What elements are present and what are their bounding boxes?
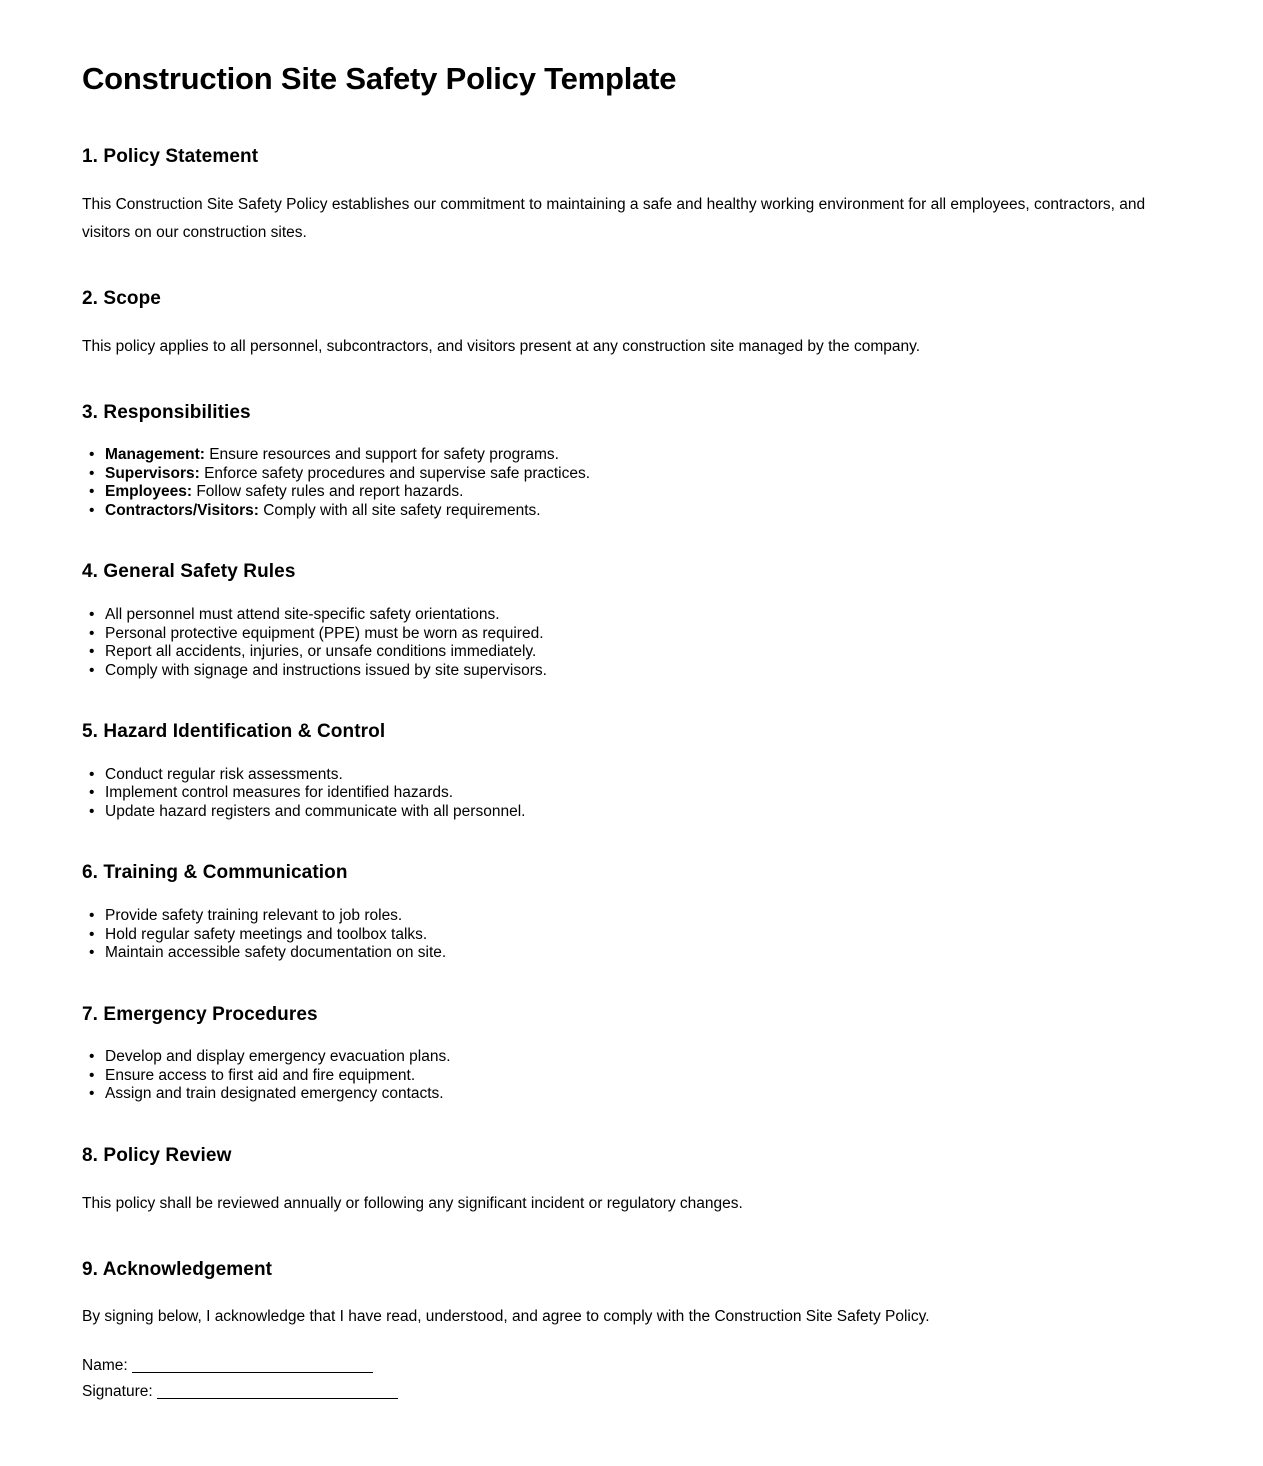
list-item-label: Management: bbox=[105, 446, 205, 464]
section-heading: 9. Acknowledgement bbox=[82, 1258, 273, 1280]
acknowledgement-paragraph: By signing below, I acknowledge that I have read, understood, and agree to comply with the Construction Site Safety Policy. bbox=[82, 1308, 930, 1326]
page-title: Construction Site Safety Policy Template bbox=[82, 61, 677, 96]
section-heading: 8. Policy Review bbox=[82, 1144, 232, 1166]
list-item bbox=[82, 625, 1180, 644]
signature-field-label: Signature: bbox=[82, 1383, 153, 1401]
list-item bbox=[82, 944, 1180, 963]
section-heading: 3. Responsibilities bbox=[82, 401, 251, 423]
section-paragraph: This policy shall be reviewed annually or following any significant incident or regulatory changes. bbox=[82, 1194, 743, 1212]
list-item bbox=[82, 1085, 1180, 1104]
list-item-text: Develop and display emergency evacuation plans. bbox=[105, 1048, 451, 1066]
list-item-text: Ensure resources and support for safety programs. bbox=[204, 446, 559, 464]
name-field-line bbox=[82, 1353, 1180, 1379]
section-paragraph: This policy applies to all personnel, subcontractors, and visitors present at any construction site managed by the company. bbox=[82, 337, 921, 355]
list-item-text: Implement control measures for identified hazards. bbox=[105, 784, 454, 802]
section-emergency-procedures bbox=[82, 1003, 1180, 1104]
section-policy-statement bbox=[82, 145, 1180, 247]
bullet-list bbox=[82, 1048, 1180, 1104]
section-hazard-identification-control bbox=[82, 720, 1180, 821]
section-paragraph: This Construction Site Safety Policy establishes our commitment to maintaining a safe and healthy working environment for all employees, contractors, and visitors on our construction sites. bbox=[82, 195, 1146, 241]
list-item bbox=[82, 907, 1180, 926]
list-item-label: Supervisors: bbox=[105, 464, 200, 482]
list-item-label: Contractors/Visitors: bbox=[105, 501, 259, 519]
list-item bbox=[82, 502, 1180, 521]
list-item bbox=[82, 446, 1180, 465]
section-heading: 5. Hazard Identification & Control bbox=[82, 721, 386, 743]
list-item-text: Comply with all site safety requirements. bbox=[258, 501, 541, 519]
section-heading: 4. General Safety Rules bbox=[82, 561, 296, 583]
section-acknowledgement bbox=[82, 1258, 1180, 1406]
list-item-text: All personnel must attend site-specific safety orientations. bbox=[105, 606, 500, 624]
list-item bbox=[82, 766, 1180, 785]
name-field-label: Name: bbox=[82, 1357, 128, 1375]
list-item-text: Maintain accessible safety documentation on site. bbox=[105, 944, 447, 962]
list-item bbox=[82, 1048, 1180, 1067]
section-heading: 6. Training & Communication bbox=[82, 862, 348, 884]
section-heading: 7. Emergency Procedures bbox=[82, 1003, 318, 1025]
signature-field-rule[interactable] bbox=[157, 1398, 398, 1399]
list-item bbox=[82, 662, 1180, 681]
list-item-text: Report all accidents, injuries, or unsafe conditions immediately. bbox=[105, 643, 537, 661]
list-item-text: Comply with signage and instructions issued by site supervisors. bbox=[105, 661, 547, 679]
section-heading: 2. Scope bbox=[82, 287, 161, 309]
name-field-rule[interactable] bbox=[132, 1372, 373, 1373]
list-item-text: Update hazard registers and communicate with all personnel. bbox=[105, 802, 526, 820]
list-item-text: Enforce safety procedures and supervise safe practices. bbox=[199, 464, 591, 482]
list-item-text: Provide safety training relevant to job roles. bbox=[105, 907, 403, 925]
bullet-list bbox=[82, 606, 1180, 680]
section-policy-review bbox=[82, 1144, 1180, 1218]
bullet-list bbox=[82, 907, 1180, 963]
list-item bbox=[82, 483, 1180, 502]
list-item-text: Assign and train designated emergency contacts. bbox=[105, 1085, 444, 1103]
list-item-text: Hold regular safety meetings and toolbox talks. bbox=[105, 925, 428, 943]
list-item-text: Conduct regular risk assessments. bbox=[105, 765, 343, 783]
list-item-text: Ensure access to first aid and fire equipment. bbox=[105, 1066, 416, 1084]
signature-field-line bbox=[82, 1379, 1180, 1405]
section-general-safety-rules bbox=[82, 560, 1180, 680]
section-training-communication bbox=[82, 861, 1180, 962]
bullet-list bbox=[82, 446, 1180, 520]
list-item bbox=[82, 643, 1180, 662]
list-item bbox=[82, 1067, 1180, 1086]
list-item bbox=[82, 606, 1180, 625]
bullet-list bbox=[82, 766, 1180, 822]
section-scope bbox=[82, 287, 1180, 361]
section-heading: 1. Policy Statement bbox=[82, 146, 259, 168]
section-responsibilities bbox=[82, 401, 1180, 521]
list-item bbox=[82, 803, 1180, 822]
list-item-text: Personal protective equipment (PPE) must be worn as required. bbox=[105, 624, 544, 642]
list-item-text: Follow safety rules and report hazards. bbox=[192, 483, 464, 501]
list-item bbox=[82, 465, 1180, 484]
list-item bbox=[82, 926, 1180, 945]
list-item-label: Employees: bbox=[105, 483, 193, 501]
list-item bbox=[82, 784, 1180, 803]
